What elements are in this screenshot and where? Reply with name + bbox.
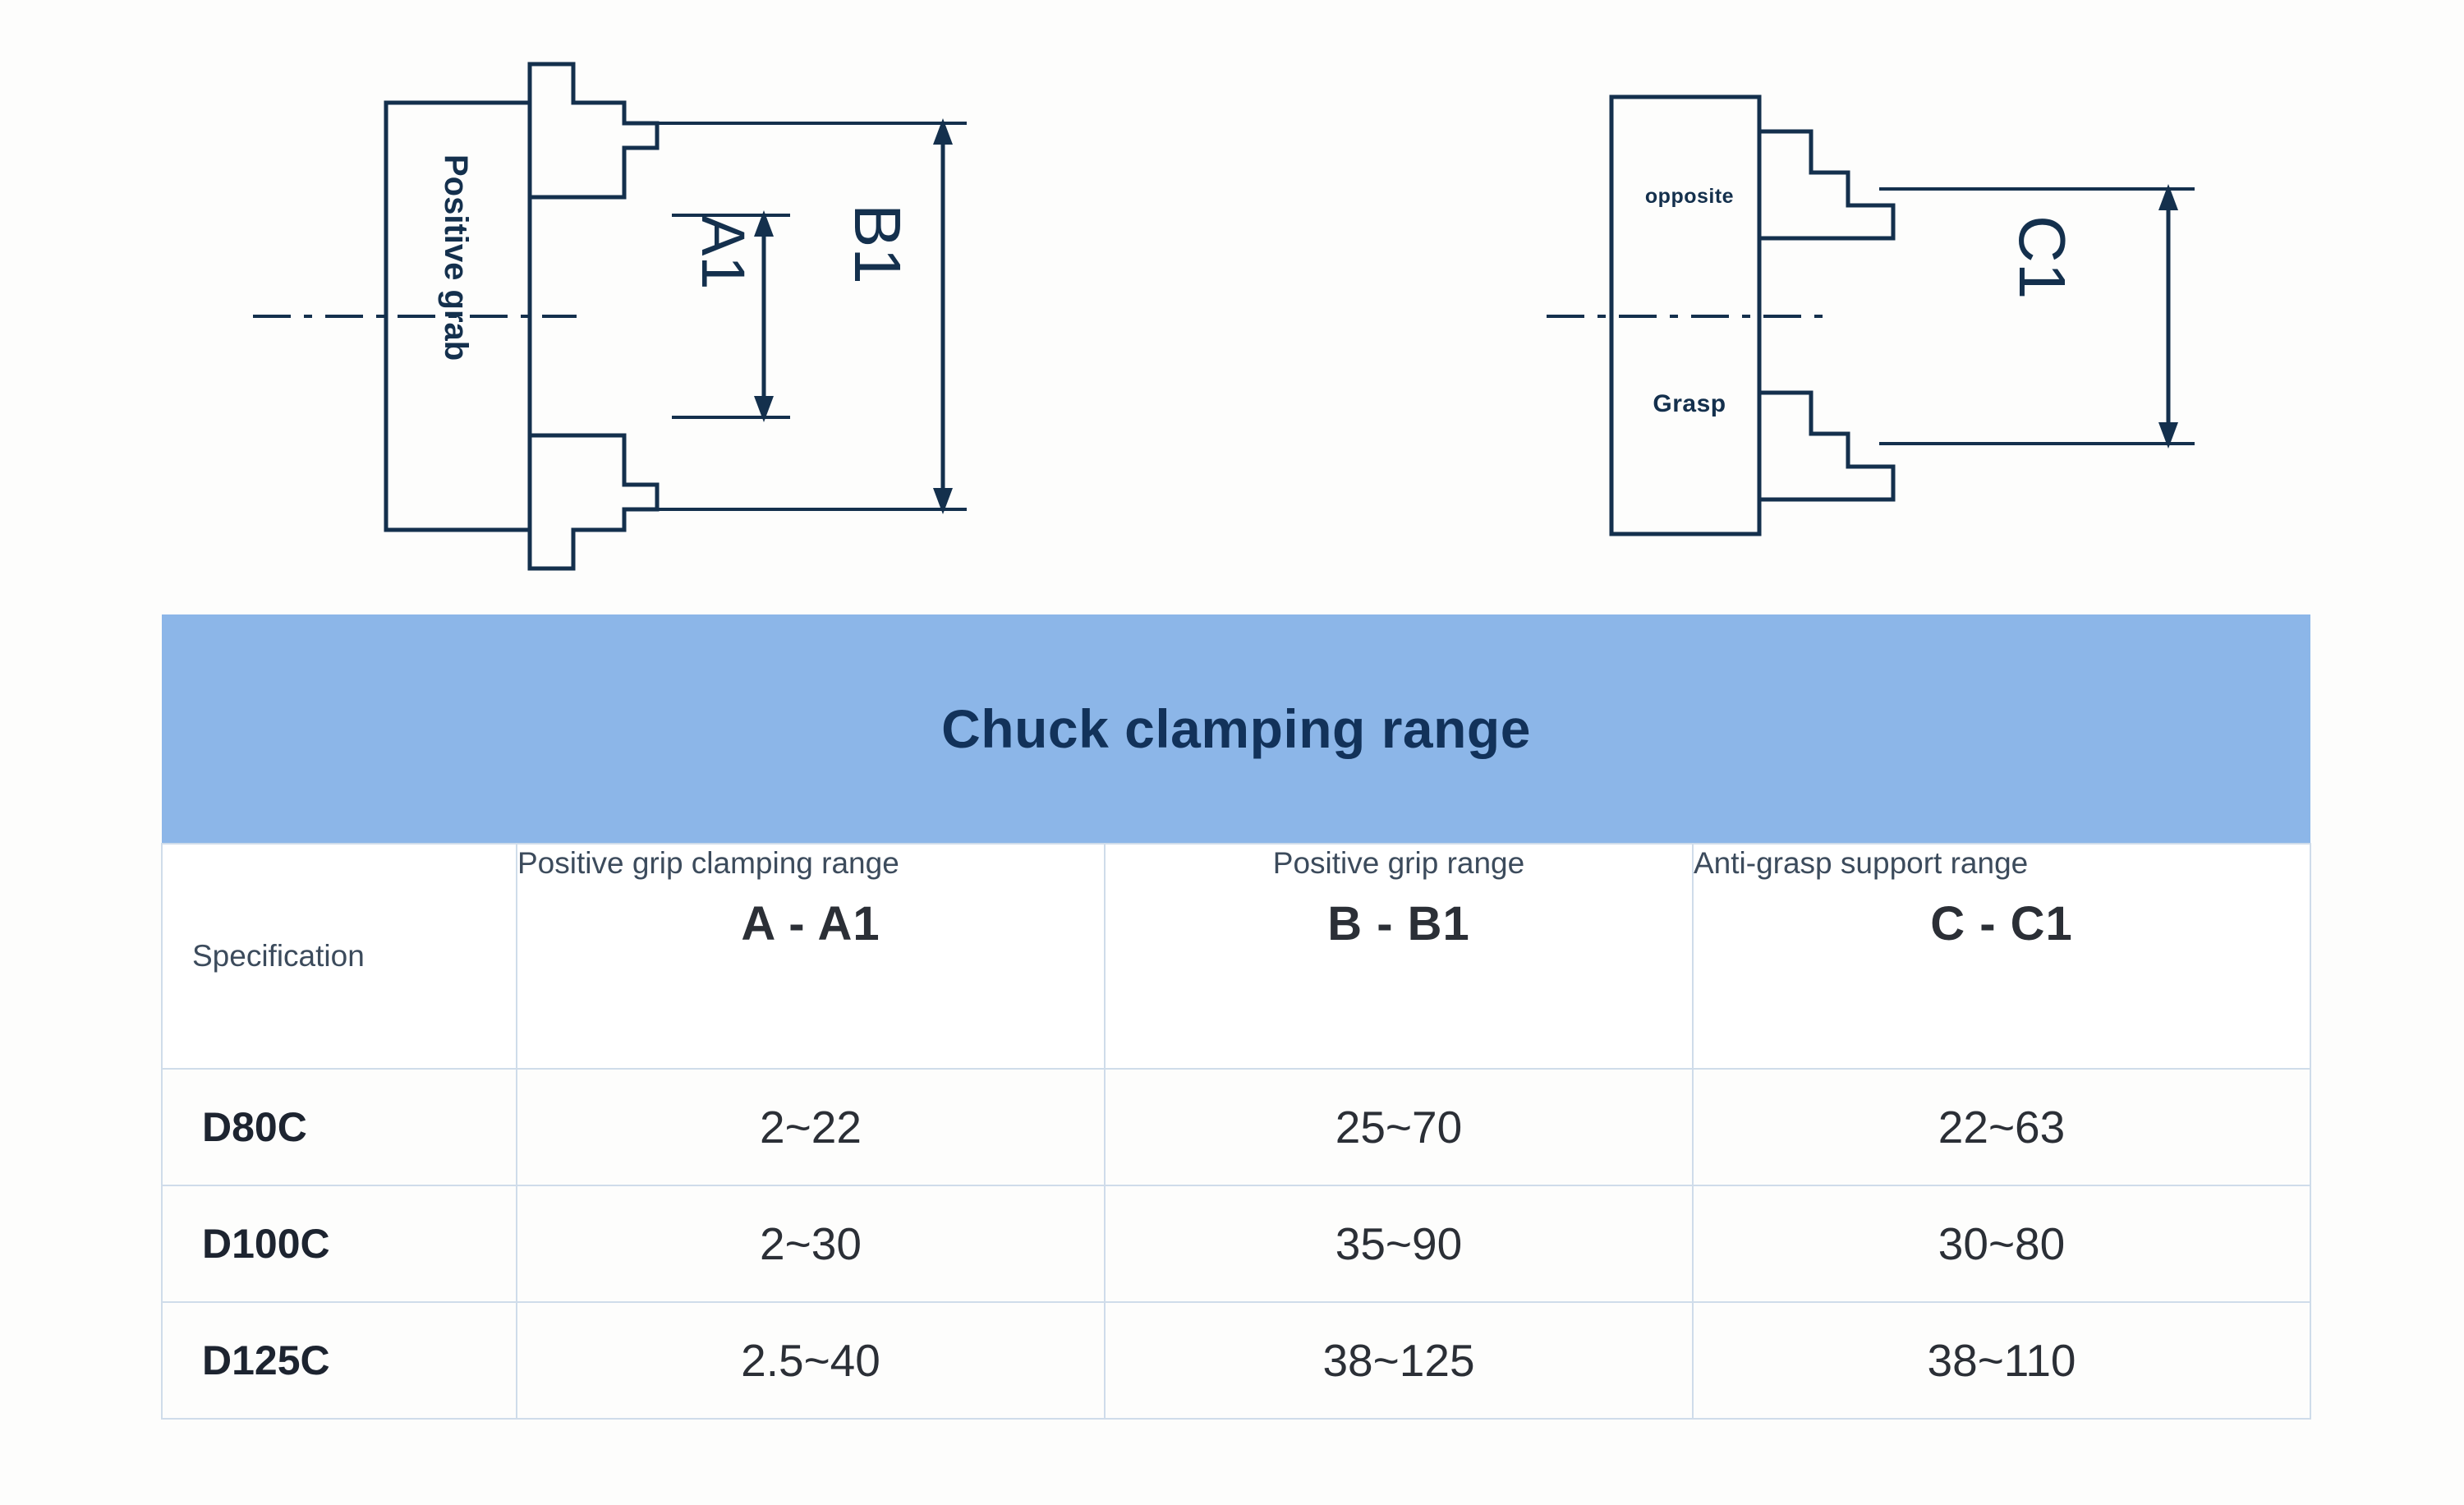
left-lower-jaw — [530, 435, 657, 568]
row-1-b: 35~90 — [1105, 1185, 1693, 1302]
right-upper-jaw — [1759, 131, 1893, 238]
dim-label-c1: C1 — [2006, 215, 2079, 300]
header-col3-desc: Anti-grasp support range — [1694, 846, 2029, 880]
row-2-b: 38~125 — [1105, 1302, 1693, 1419]
header-col1-code: A - A1 — [741, 897, 880, 951]
chuck-clamping-range-table — [161, 614, 2310, 1420]
row-1-spec: D100C — [162, 1185, 517, 1302]
row-2-spec: D125C — [162, 1302, 517, 1419]
header-specification-label: Specification — [192, 939, 365, 973]
technical-diagram — [0, 0, 2464, 600]
header-col1-desc: Positive grip clamping range — [517, 846, 899, 880]
table-header-row — [162, 844, 2310, 1069]
header-col3-code: C - C1 — [1930, 897, 2073, 951]
header-positive-grip-clamping-range — [517, 844, 1105, 1069]
header-specification — [162, 844, 517, 1069]
row-0-b: 25~70 — [1105, 1069, 1693, 1185]
header-col2-code: B - B1 — [1327, 897, 1470, 951]
row-2-c: 38~110 — [1693, 1302, 2310, 1419]
table-row — [162, 1069, 2310, 1185]
row-0-a: 2~22 — [517, 1069, 1105, 1185]
right-figure-label-grasp: Grasp — [1653, 390, 1726, 417]
dim-label-b1: B1 — [841, 204, 914, 284]
left-upper-jaw — [530, 64, 657, 197]
table-title-cell — [162, 614, 2310, 844]
right-lower-jaw — [1759, 393, 1893, 499]
header-col2-desc: Positive grip range — [1272, 846, 1525, 880]
table-row — [162, 1185, 2310, 1302]
right-figure-label-opposite: opposite — [1644, 185, 1735, 208]
row-1-c: 30~80 — [1693, 1185, 2310, 1302]
row-2-a: 2.5~40 — [517, 1302, 1105, 1419]
table-title-row — [162, 614, 2310, 844]
row-0-c: 22~63 — [1693, 1069, 2310, 1185]
table-title: Chuck clamping range — [941, 698, 1531, 759]
left-dim-B1 — [649, 118, 965, 514]
header-anti-grasp-support-range — [1693, 844, 2310, 1069]
table-row — [162, 1302, 2310, 1419]
row-1-a: 2~30 — [517, 1185, 1105, 1302]
spec-table — [161, 614, 2311, 1420]
dim-label-a1: A1 — [689, 215, 757, 290]
header-positive-grip-range — [1105, 844, 1693, 1069]
left-figure-body-label: Positive grab — [438, 154, 474, 361]
diagram-svg — [0, 0, 2464, 600]
row-0-spec: D80C — [162, 1069, 517, 1185]
